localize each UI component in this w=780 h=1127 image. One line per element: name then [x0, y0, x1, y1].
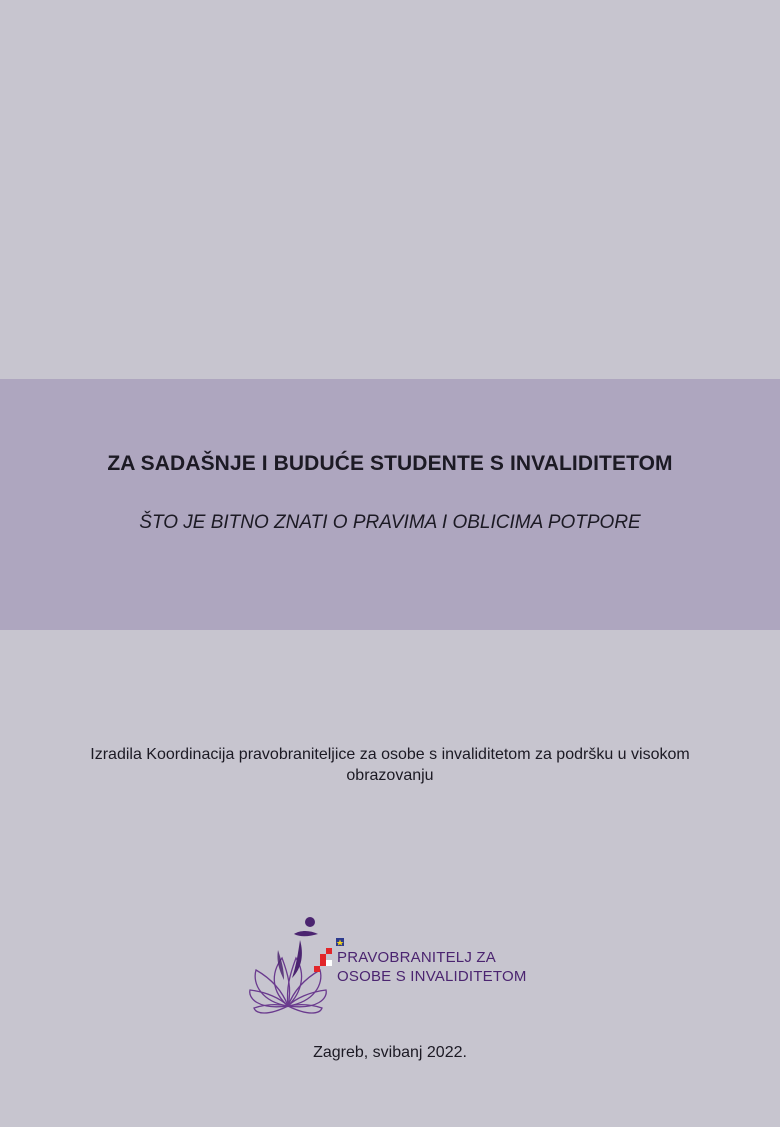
logo-text-line2: OSOBE S INVALIDITETOM: [337, 968, 527, 985]
lotus-figure-logo-icon: [248, 914, 346, 1018]
credit-line: Izradila Koordinacija pravobraniteljice za osobe s invaliditetom za podršku u visokom obrazovanju: [90, 746, 690, 784]
logo-text-line1: PRAVOBRANITELJ ZA: [337, 949, 496, 966]
place-date: Zagreb, svibanj 2022.: [313, 1044, 467, 1061]
logo-text: [337, 948, 527, 986]
title-band: [0, 379, 780, 630]
document-subtitle: ŠTO JE BITNO ZNATI O PRAVIMA I OBLICIMA POTPORE: [139, 512, 641, 533]
document-title: ZA SADAŠNJE I BUDUĆE STUDENTE S INVALIDITETOM: [107, 452, 673, 475]
ombudsman-logo: [248, 914, 548, 1018]
